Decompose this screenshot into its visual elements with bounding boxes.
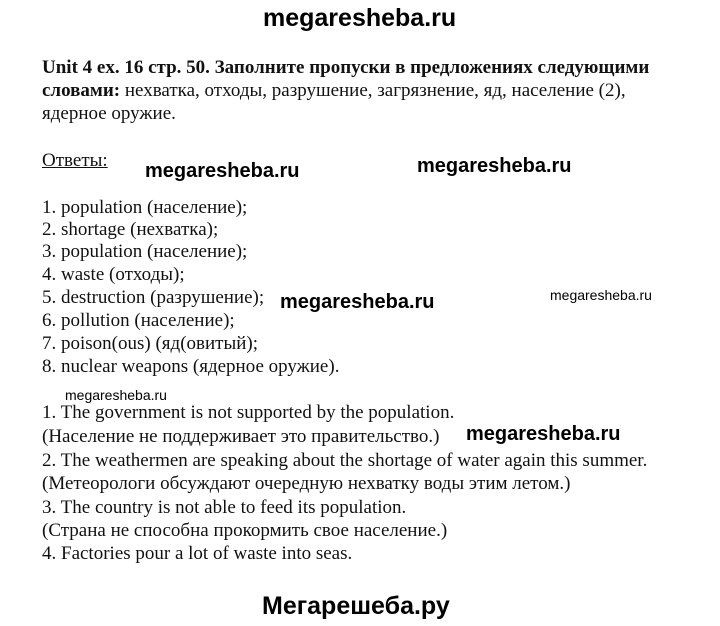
heading-line2-bold: словами: (42, 80, 121, 101)
answer-line: 5. destruction (разрушение); (42, 287, 265, 308)
watermark: megaresheba.ru (417, 155, 572, 177)
answer-line: 7. poison(ous) (яд(овитый); (42, 333, 259, 354)
answer-line: 6. pollution (население); (42, 310, 235, 331)
answer-line: 1. population (население); (42, 197, 248, 218)
answer-line: 2. shortage (нехватка); (42, 219, 219, 240)
sentence-translation: (Метеорологи обсуждают очередную нехватку воды этим летом.) (42, 473, 571, 494)
watermark-top: megaresheba.ru (263, 4, 457, 32)
watermark: megaresheba.ru (65, 387, 167, 403)
exercise-heading (42, 56, 649, 125)
sentence-line: 2. The weathermen are speaking about the shortage of water again this summer. (42, 450, 648, 471)
watermark: megaresheba.ru (466, 423, 621, 445)
sentence-line: 4. Factories pour a lot of waste into seas. (42, 543, 353, 564)
heading-line3: ядерное оружие. (42, 103, 176, 124)
answer-line: 8. nuclear weapons (ядерное оружие). (42, 356, 340, 377)
answers-label: Ответы: (42, 150, 108, 171)
watermark: megaresheba.ru (550, 287, 652, 303)
answer-line: 3. population (население); (42, 241, 248, 262)
sentence-translation: (Население не поддерживает это правительство.) (42, 426, 440, 447)
sentence-line: 1. The government is not supported by the population. (42, 402, 455, 423)
sentence-line: 3. The country is not able to feed its population. (42, 497, 407, 518)
sentence-translation: (Страна не способна прокормить свое население.) (42, 520, 448, 541)
footer-watermark: Мегарешеба.ру (262, 592, 450, 620)
watermark: megaresheba.ru (280, 291, 435, 313)
answer-line: 4. waste (отходы); (42, 264, 185, 285)
heading-line1: Unit 4 ex. 16 стр. 50. Заполните пропуски в предложениях следующими (42, 57, 650, 78)
watermark: megaresheba.ru (145, 160, 300, 182)
heading-line2-words: нехватка, отходы, разрушение, загрязнение, яд, население (2), (120, 80, 626, 101)
